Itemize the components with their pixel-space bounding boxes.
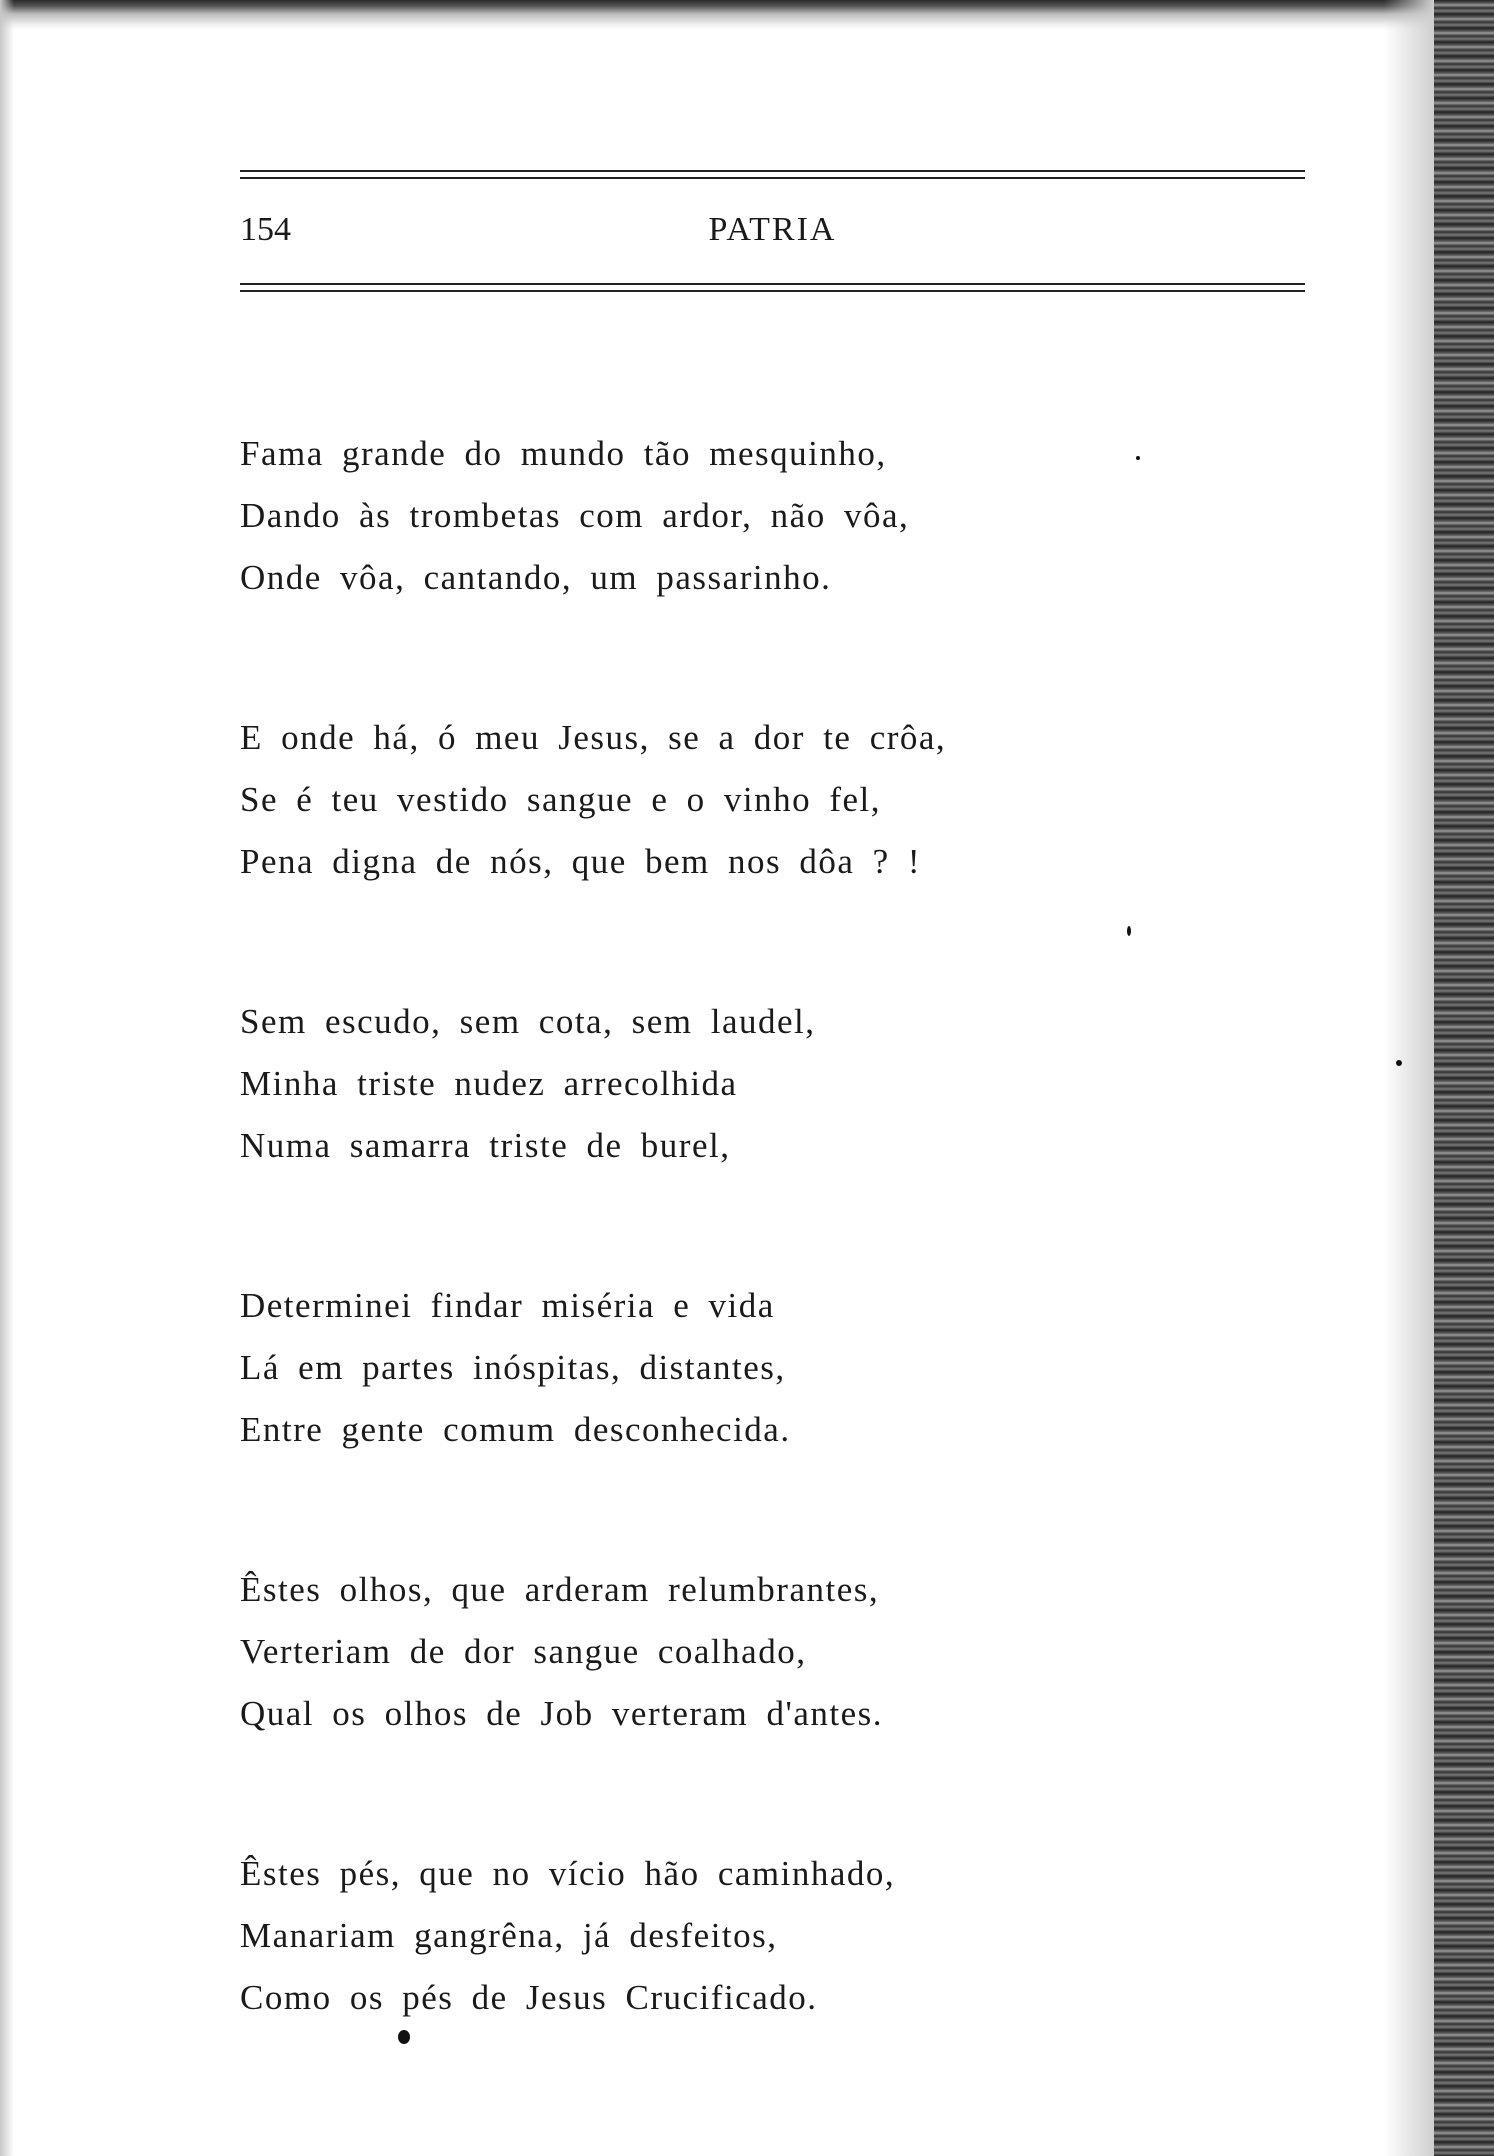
header-rule-top <box>240 170 1305 172</box>
verse-line: Entre gente comum desconhecida. <box>240 1410 791 1449</box>
page-header <box>240 205 1305 255</box>
verse-line: Pena digna de nós, que bem nos dôa ? ! <box>240 842 922 881</box>
scan-left-edge <box>0 0 14 2156</box>
verse-line: Minha triste nudez arrecolhida <box>240 1064 738 1103</box>
verse-line: Dando às trombetas com ardor, não vôa, <box>240 496 910 535</box>
stanza <box>240 707 1240 991</box>
page-number: 154 <box>240 211 291 248</box>
binding-shadow <box>1384 0 1434 2156</box>
verse-line: Se é teu vestido sangue e o vinho fel, <box>240 780 882 819</box>
scan-top-edge <box>0 0 1494 30</box>
verse-line: Sem escudo, sem cota, sem laudel, <box>240 1002 816 1041</box>
verse-line: Como os pés de Jesus Crucificado. <box>240 1978 818 2017</box>
stanza <box>240 1275 1240 1559</box>
header-rule-bottom-inner <box>240 290 1305 292</box>
verse-line: Numa samarra triste de burel, <box>240 1126 731 1165</box>
book-binding <box>1434 0 1494 2156</box>
header-rule-bottom <box>240 283 1305 285</box>
verse-line: Qual os olhos de Job verteram d'antes. <box>240 1694 883 1733</box>
verse-line: Onde vôa, cantando, um passarinho. <box>240 558 832 597</box>
verse-line: Verteriam de dor sangue coalhado, <box>240 1632 807 1671</box>
stanza <box>240 1843 1240 2127</box>
ink-speck <box>1127 926 1131 936</box>
verse-line: Êstes pés, que no vício hão caminhado, <box>240 1854 896 1893</box>
poem-body <box>240 423 1240 2127</box>
stanza <box>240 991 1240 1275</box>
stanza <box>240 1559 1240 1843</box>
verse-line: Determinei findar miséria e vida <box>240 1286 775 1325</box>
running-title: PATRIA <box>708 211 837 248</box>
header-rule-top-inner <box>240 177 1305 179</box>
ink-speck <box>398 2030 410 2044</box>
verse-line: Lá em partes inóspitas, distantes, <box>240 1348 786 1387</box>
verse-line: Manariam gangrêna, já desfeitos, <box>240 1916 778 1955</box>
verse-line: Êstes olhos, que arderam relumbrantes, <box>240 1570 880 1609</box>
ink-speck <box>1136 456 1140 460</box>
ink-speck <box>1396 1060 1402 1066</box>
verse-line: Fama grande do mundo tão mesquinho, <box>240 434 887 473</box>
verse-line: E onde há, ó meu Jesus, se a dor te crôa, <box>240 718 947 757</box>
stanza <box>240 423 1240 707</box>
